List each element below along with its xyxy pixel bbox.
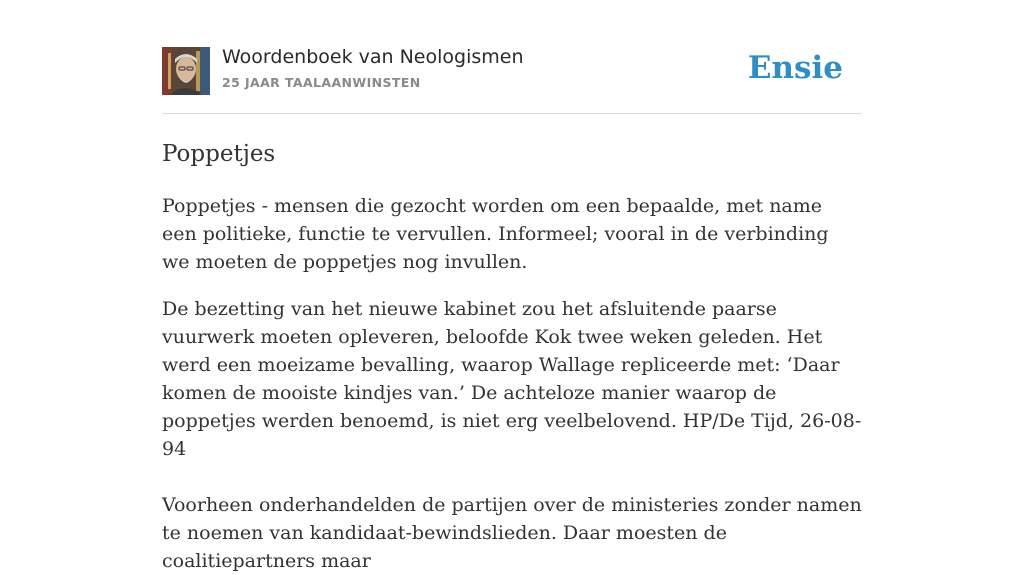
author-tagline: 25 JAAR TAALAANWINSTEN [222, 75, 421, 90]
citation-paragraph: De bezetting van het nieuwe kabinet zou het afsluitende paarse vuurwerk moeten opleveren, beloofde Kok twee weken geleden. Het werd een moeizame bevalling, waarop Wallage repliceerde met: ‘Daar komen de mooiste kindjes van.’ De achteloze manier waarop de poppetjes werden benoemd, is niet erg veelbelovend. HP/De Tijd, 26-08-94 [162, 298, 862, 460]
main-content [162, 0, 862, 575]
author-name[interactable]: Woordenboek van Neologismen [222, 46, 524, 68]
entry-definition: Poppetjes - mensen die gezocht worden om een bepaalde, met name een politieke, functie te vervullen. Informeel; vooral in de verbinding we moeten de poppetjes nog invullen. [162, 195, 829, 273]
author-portrait-icon [162, 47, 210, 95]
author-header [162, 0, 862, 114]
citation-paragraph: Voorheen onderhandelden de partijen over de ministeries zonder namen te noemen van kandidaat-bewindslieden. Daar moesten de coalitiepartners maar [162, 494, 862, 572]
entry-title: Poppetjes [162, 141, 276, 167]
ensie-logo[interactable]: Ensie [747, 50, 843, 86]
author-avatar[interactable] [162, 47, 210, 95]
